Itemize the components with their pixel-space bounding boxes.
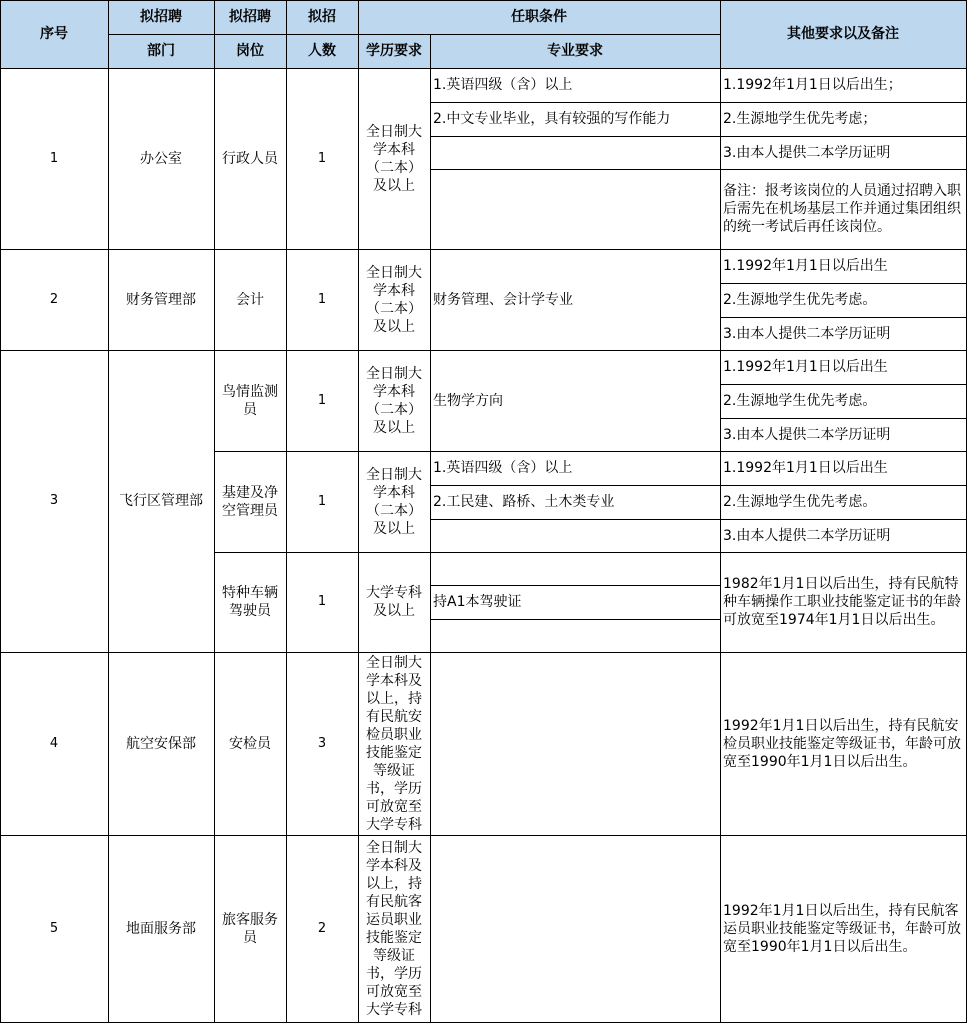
grid-line	[430, 519, 967, 520]
row-3b-post: 基建及净空管理员	[222, 484, 278, 519]
grid-line	[430, 485, 967, 486]
grid-line	[214, 451, 967, 452]
grid-line	[0, 652, 967, 653]
row-3a-other-3: 3.由本人提供二本学历证明	[723, 426, 891, 443]
grid-line	[966, 0, 967, 1023]
row-5-count: 2	[317, 921, 327, 936]
row-4-post: 安检员	[229, 735, 271, 752]
row-2-other-2: 2.生源地学生优先考虑。	[723, 292, 877, 308]
header-other: 其他要求以及备注	[720, 0, 966, 68]
row-3c-count: 1	[317, 594, 327, 609]
header-post-top: 拟招聘	[214, 0, 286, 34]
header-count-bottom: 人数	[286, 34, 358, 68]
row-3b-major-2: 2.工民建、路桥、土木类专业	[433, 494, 615, 510]
row-1-count: 1	[317, 150, 327, 166]
grid-line	[358, 0, 359, 1023]
row-3a-count: 1	[317, 392, 327, 408]
row-2-dept: 财务管理部	[126, 291, 196, 308]
grid-line	[430, 136, 967, 137]
row-2-count: 1	[317, 291, 327, 307]
grid-line	[0, 835, 967, 836]
grid-line	[430, 34, 431, 1023]
header-major: 专业要求	[430, 34, 720, 68]
row-3b-other-2: 2.生源地学生优先考虑。	[723, 494, 877, 510]
row-2-seq: 2	[49, 291, 59, 307]
grid-line	[0, 0, 967, 1]
row-4-other: 1992年1月1日以后出生，持有民航安检员职业技能鉴定等级证书，年龄可放宽至1990年1月1日以后出生。	[723, 717, 961, 770]
row-2-other-3: 3.由本人提供二本学历证明	[723, 325, 891, 342]
row-3b-major-3	[430, 519, 720, 552]
row-1-note: 备注：报考该岗位的人员通过招聘入职后需先在机场基层工作并通过集团组织的统一考试后再任该岗位。	[723, 183, 961, 235]
grid-line	[286, 0, 287, 1023]
row-2-other-1: 1.1992年1月1日以后出生	[723, 258, 888, 274]
grid-line	[0, 1022, 967, 1023]
row-5-post: 旅客服务员	[222, 912, 278, 946]
grid-line	[430, 169, 967, 170]
grid-line	[0, 350, 967, 351]
row-1-major-2: 2.中文专业毕业，具有较强的写作能力	[433, 111, 671, 127]
grid-line	[720, 0, 721, 1023]
row-5-dept: 地面服务部	[126, 921, 196, 937]
grid-line	[108, 0, 109, 1023]
header-edu: 学历要求	[358, 34, 430, 68]
row-3c-major-2: 持A1本驾驶证	[433, 594, 522, 610]
row-3c-major-3	[430, 619, 720, 652]
row-3a-post: 鸟情监测员	[222, 383, 278, 418]
row-3a-other-2: 2.生源地学生优先考虑。	[723, 393, 877, 409]
grid-line	[0, 0, 1, 1023]
row-3b-major-1: 1.英语四级（含）以上	[433, 460, 573, 476]
row-1-edu: 全日制大学本科（二本）及以上	[366, 123, 422, 194]
row-5-edu: 全日制大学本科及以上，持有民航客运员职业技能鉴定等级证书，学历可放宽至大学专科	[366, 840, 422, 1018]
row-3c-edu: 大学专科及以上	[366, 585, 422, 619]
row-3-seq: 3	[49, 493, 59, 508]
grid-line	[0, 249, 967, 250]
header-seq: 序号	[0, 0, 108, 68]
row-4-count: 3	[317, 735, 327, 751]
row-3c-post: 特种车辆驾驶员	[222, 585, 278, 619]
row-1-other-3: 3.由本人提供二本学历证明	[723, 144, 891, 161]
grid-line	[214, 552, 967, 553]
row-2-post: 会计	[236, 291, 264, 308]
row-4-major	[430, 652, 720, 835]
row-5-seq: 5	[49, 921, 59, 936]
row-3b-other-1: 1.1992年1月1日以后出生	[723, 460, 888, 476]
row-3b-edu: 全日制大学本科（二本）及以上	[366, 466, 422, 537]
row-3c-other: 1982年1月1日以后出生，持有民航特种车辆操作工职业技能鉴定证书的年龄可放宽至1974年1月1日以后出生。	[723, 576, 961, 628]
header-dept-top: 拟招聘	[108, 0, 214, 34]
grid-line	[214, 0, 215, 1023]
row-3b-count: 1	[317, 493, 327, 509]
row-1-major-3	[430, 136, 720, 169]
header-conditions: 任职条件	[358, 0, 720, 34]
header-dept-bottom: 部门	[108, 34, 214, 68]
row-2-major: 财务管理、会计学专业	[433, 291, 573, 308]
row-3b-other-3: 3.由本人提供二本学历证明	[723, 527, 891, 544]
header-count-top: 拟招	[286, 0, 358, 34]
grid-line	[430, 102, 967, 103]
grid-line	[720, 283, 967, 284]
row-3a-other-1: 1.1992年1月1日以后出生	[723, 359, 888, 375]
row-2-edu: 全日制大学本科（二本）及以上	[366, 264, 422, 335]
header-post-bottom: 岗位	[214, 34, 286, 68]
row-3a-edu: 全日制大学本科（二本）及以上	[366, 365, 422, 436]
grid-line	[0, 68, 967, 69]
row-1-dept: 办公室	[140, 150, 182, 167]
row-5-major	[430, 835, 720, 1023]
row-4-dept: 航空安保部	[126, 735, 196, 752]
grid-line	[108, 34, 720, 35]
row-1-post: 行政人员	[222, 150, 278, 167]
row-4-edu: 全日制大学本科及以上，持有民航安检员职业技能鉴定等级证书，学历可放宽至大学专科	[366, 654, 422, 833]
row-3-dept: 飞行区管理部	[119, 493, 203, 509]
row-1-other-1: 1.1992年1月1日以后出生；	[723, 77, 902, 93]
row-4-seq: 4	[49, 735, 59, 751]
row-3c-major-1	[430, 552, 720, 585]
row-1-seq: 1	[49, 150, 59, 166]
grid-line	[430, 619, 720, 620]
grid-line	[720, 384, 967, 385]
row-1-major-1: 1.英语四级（含）以上	[433, 77, 573, 93]
grid-line	[430, 585, 720, 586]
row-3a-major: 生物学方向	[433, 392, 503, 409]
grid-line	[720, 418, 967, 419]
grid-line	[720, 317, 967, 318]
row-5-other: 1992年1月1日以后出生，持有民航客运员职业技能鉴定等级证书，年龄可放宽至1990年1月1日以后出生。	[723, 903, 961, 955]
row-1-other-2: 2.生源地学生优先考虑；	[723, 111, 877, 127]
